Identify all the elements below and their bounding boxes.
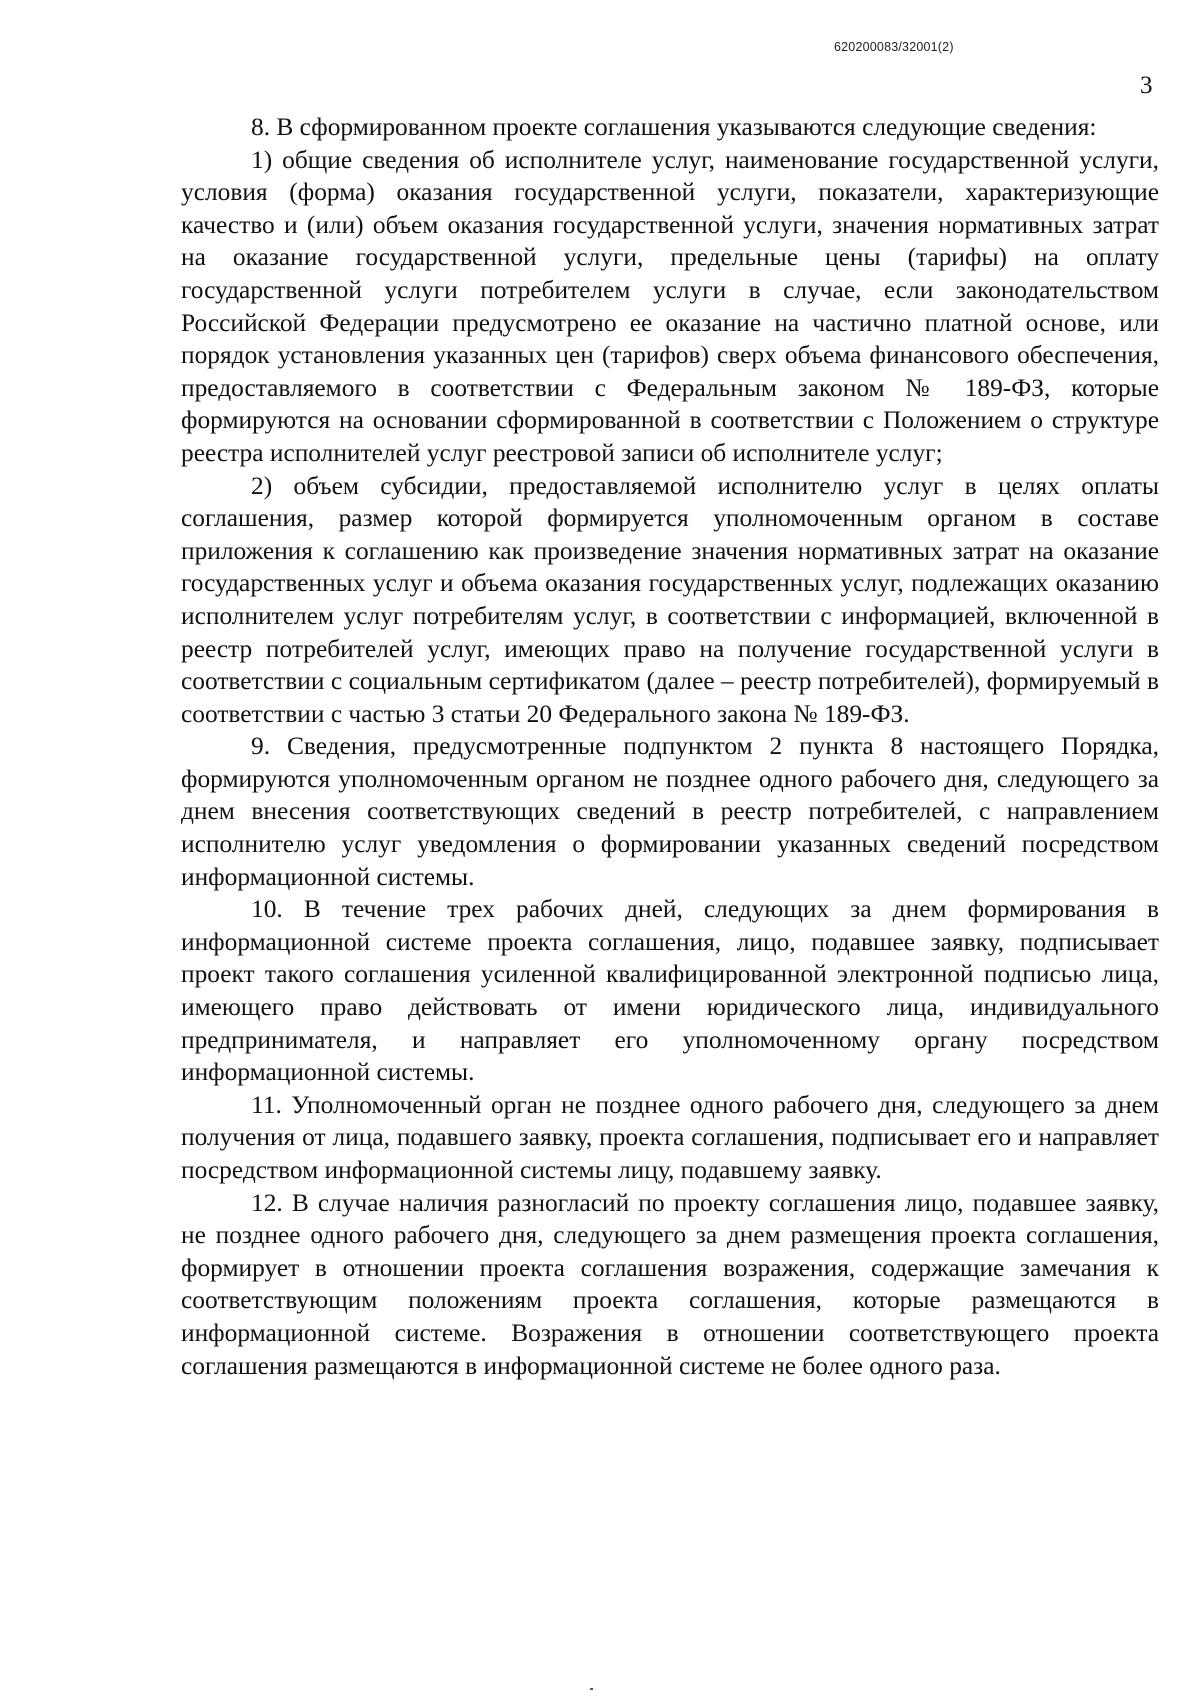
document-id: 620200083/32001(2) — [834, 40, 954, 54]
paragraph-8: 8. В сформированном проекте соглашения указываются следующие сведения: — [251, 113, 1097, 141]
paragraph-11: 11. Уполномоченный орган не позднее одного рабочего дня, следующего за днем получения от лица, подавшего заявку, проекта соглашения, подписывает его и направляет посредством информационной системы лицу, подавшему заявку. — [181, 1090, 1159, 1184]
scan-speck — [590, 1688, 593, 1690]
paragraph-8-1: 1) общие сведения об исполнителе услуг, наименование государственной услуги, условия (форма) оказания государственной услуги, показатели, характеризующие качество и (или) объем оказания государственной услуги, значения нормативных затрат на оказание государственной услуги, предельные цены (тарифы) на оплату государственной услуги потребителем услуги в случае, если законодательством Российской Федерации предусмотрено ее оказание на частично платной основе, или порядок установления указанных цен (тарифов) сверх объема финансового обеспечения, предоставляемого в соответствии с Федеральным законом № 189-ФЗ, которые формируются на основании сформированной в соответствии с Положением о структуре реестра исполнителей услуг реестровой записи об исполнителе услуг; — [181, 145, 1159, 467]
paragraph-12: 12. В случае наличия разногласий по проекту соглашения лицо, подавшее заявку, не позднее одного рабочего дня, следующего за днем размещения проекта соглашения, формирует в отношении проекта соглашения возражения, содержащие замечания к соответствующим положениям проекта соглашения, которые размещаются в информационной системе. Возражения в отношении соответствующего проекта соглашения размещаются в информационной системе не более одного раза. — [181, 1188, 1159, 1380]
document-body — [181, 111, 1159, 1382]
paragraph-9: 9. Сведения, предусмотренные подпунктом 2 пункта 8 настоящего Порядка, формируются уполномоченным органом не позднее одного рабочего дня, следующего за днем внесения соответствующих сведений в реестр потребителей, с направлением исполнителю услуг уведомления о формировании указанных сведений посредством информационной системы. — [181, 732, 1159, 891]
paragraph-10: 10. В течение трех рабочих дней, следующих за днем формирования в информационной системе проекта соглашения, лицо, подавшее заявку, подписывает проект такого соглашения усиленной квалифицированной электронной подписью лица, имеющего право действовать от имени юридического лица, индивидуального предпринимателя, и направляет его уполномоченному органу посредством информационной системы. — [181, 895, 1159, 1087]
page-number: 3 — [1140, 72, 1153, 99]
paragraph-8-2: 2) объем субсидии, предоставляемой исполнителю услуг в целях оплаты соглашения, размер которой формируется уполномоченным органом в составе приложения к соглашению как произведение значения нормативных затрат на оказание государственных услуг и объема оказания государственных услуг, подлежащих оказанию исполнителем услуг потребителям услуг, в соответствии с информацией, включенной в реестр потребителей услуг, имеющих право на получение государственной услуги в соответствии с социальным сертификатом (далее – реестр потребителей), формируемый в соответствии с частью 3 статьи 20 Федерального закона № 189-ФЗ. — [181, 471, 1159, 728]
